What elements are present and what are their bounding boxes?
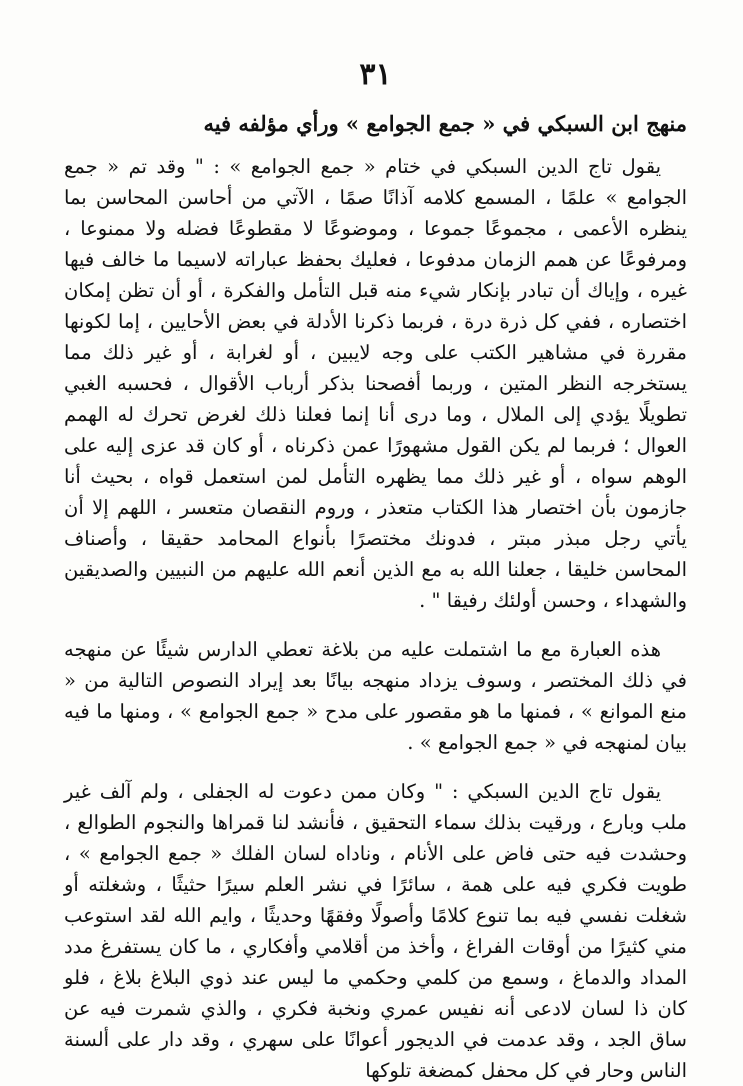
page-number: ٣١ [359, 57, 392, 92]
paragraph-3: يقول تاج الدين السبكي : " وكان ممن دعوت له الجفلى ، ولم آلف غير ملب وبارع ، ورقيت بذلك سماء التحقيق ، فأنشد لنا قمراها والنجوم الطوالع ، وحشدت فيه حتى فاض على الأنام ، وناداه لسان الفلك « جمع الجوامع » ، طويت فكري فيه على همة ، سائرًا في نشر العلم سيرًا حثيثًا ، وشغلته أو شغلت نفسي فيه بما تنوع كلامًا وأصولًا وفقهًا وحديثًا ، وايم الله لقد استوعب مني كثيرًا من أوقات الفراغ ، وأخذ من أقلامي وأفكاري ، ما كان يستفرغ مدد المداد والدماغ ، وسمع من كلمي وحكمي ما ليس عند ذوي البلاغ بلاغ ، فلو كان ذا لسان لادعى أنه نفيس عمري ونخبة فكري ، والذي شمرت فيه عن ساق الجد ، وقد عدمت في الديجور أعوانًا على سهري ، وقد دار على ألسنة الناس وحار في كل محفل كمضغة تلوكها [64, 780, 687, 1083]
paragraph-1: يقول تاج الدين السبكي في ختام « جمع الجوامع » : " وقد تم « جمع الجوامع » علمًا ، المسمع كلامه آذانًا صمًا ، الآتي من أحاسن المحاسن بما ينظره الأعمى ، مجموعًا جموعا ، وموضوعًا لا مقطوعًا فضله ولا ممنوعا ، ومرفوعًا عن همم الزمان مدفوعا ، فعليك بحفظ عباراته لاسيما ما خالف فيها غيره ، وإياك أن تبادر بإنكار شيء منه قبل التأمل والفكرة ، أو أن تظن إمكان اختصاره ، ففي كل ذرة درة ، فربما ذكرنا الأدلة في بعض الأحايين ، إما لكونها مقررة في مشاهير الكتب على وجه لايبين ، أو لغرابة ، أو غير ذلك مما يستخرجه النظر المتين ، وربما أفصحنا بذكر أرباب الأقوال ، فحسبه الغبي تطويلًا يؤدي إلى الملال ، وما درى أنا إنما فعلنا ذلك لغرض تحرك له الهمم العوال ؛ فربما لم يكن القول مشهورًا عمن ذكرناه ، أو كان قد عزى إليه على الوهم سواه ، أو غير ذلك مما يظهره التأمل لمن استعمل قواه ، بحيث أنا جازمون بأن اختصار هذا الكتاب متعذر ، وروم النقصان متعسر ، اللهم إلا أن يأتي رجل مبذر مبتر ، فدونك مختصرًا بأنواع المحامد حقيقا ، وأصناف المحاسن خليقا ، جعلنا الله به مع الذين أنعم الله عليهم من النبيين والصديقين والشهداء ، وحسن أولئك رفيقا " . [64, 155, 687, 613]
section-heading: منهج ابن السبكي في « جمع الجوامع » ورأي مؤلفه فيه [203, 111, 687, 136]
paragraph-2: هذه العبارة مع ما اشتملت عليه من بلاغة تعطي الدارس شيئًا عن منهجه في ذلك المختصر ، وسوف يزداد منهجه بيانًا بعد إيراد النصوص التالية من « منع الموانع » ، فمنها ما هو مقصور على مدح « جمع الجوامع » ، ومنها ما فيه بيان لمنهجه في « جمع الجوامع » . [64, 638, 687, 755]
